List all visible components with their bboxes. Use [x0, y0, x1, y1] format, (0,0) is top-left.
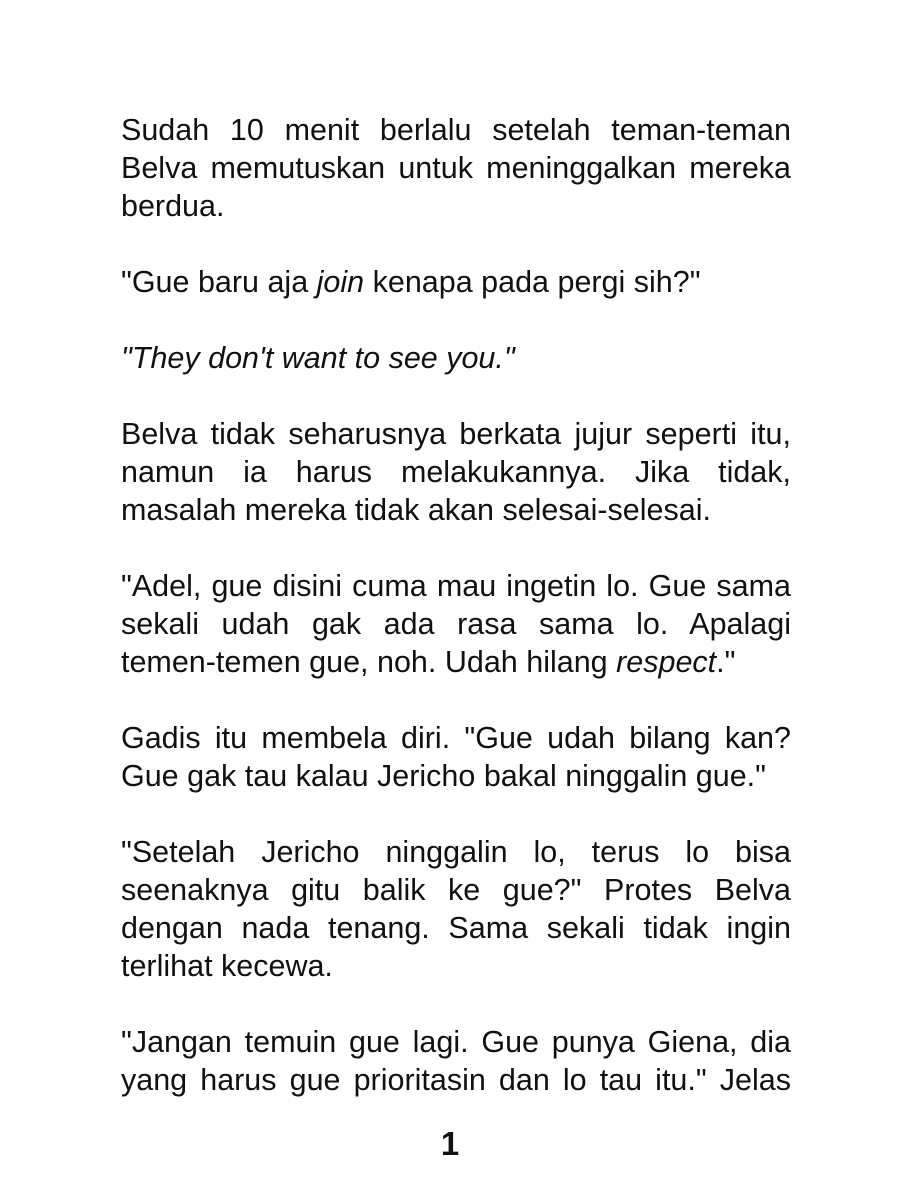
paragraph-3 — [121, 339, 791, 377]
paragraph-5 — [121, 567, 791, 681]
italic-quote: "They don't want to see you." — [121, 341, 515, 375]
paragraph-text: "Setelah Jericho ninggalin lo, terus lo bisa seenaknya gitu balik ke gue?" Protes Belva dengan nada tenang. Sama sekali tidak ingin terlihat kecewa. — [121, 835, 791, 983]
paragraph-4 — [121, 415, 791, 529]
paragraph-8 — [121, 1023, 791, 1099]
page-number: 1 — [440, 1125, 460, 1162]
paragraph-text: "Jangan temuin gue lagi. Gue punya Giena, dia yang harus gue prioritasin dan lo tau itu." Jelas — [121, 1025, 791, 1097]
italic-word: join — [316, 265, 365, 299]
paragraph-2 — [121, 263, 791, 301]
paragraph-7 — [121, 833, 791, 985]
paragraph-text: Gadis itu membela diri. "Gue udah bilang kan? Gue gak tau kalau Jericho bakal ninggalin gue." — [121, 721, 791, 793]
paragraph-text: "Adel, gue disini cuma mau ingetin lo. Gue sama sekali udah gak ada rasa sama lo. Apalagi temen-temen gue, noh. Udah hilang — [121, 569, 791, 679]
italic-word: respect — [616, 645, 717, 679]
page-body — [121, 111, 791, 1099]
paragraph-text: Sudah 10 menit berlalu setelah teman-teman Belva memutuskan untuk meninggalkan mereka berdua. — [121, 113, 791, 223]
paragraph-text: Belva tidak seharusnya berkata jujur seperti itu, namun ia harus melakukannya. Jika tidak, masalah mereka tidak akan selesai-selesai. — [121, 417, 791, 527]
paragraph-text: "Gue baru aja — [121, 265, 317, 299]
paragraph-1 — [121, 111, 791, 225]
paragraph-6 — [121, 719, 791, 795]
paragraph-text: kenapa pada pergi sih?" — [364, 265, 701, 299]
paragraph-text: ." — [716, 645, 736, 679]
